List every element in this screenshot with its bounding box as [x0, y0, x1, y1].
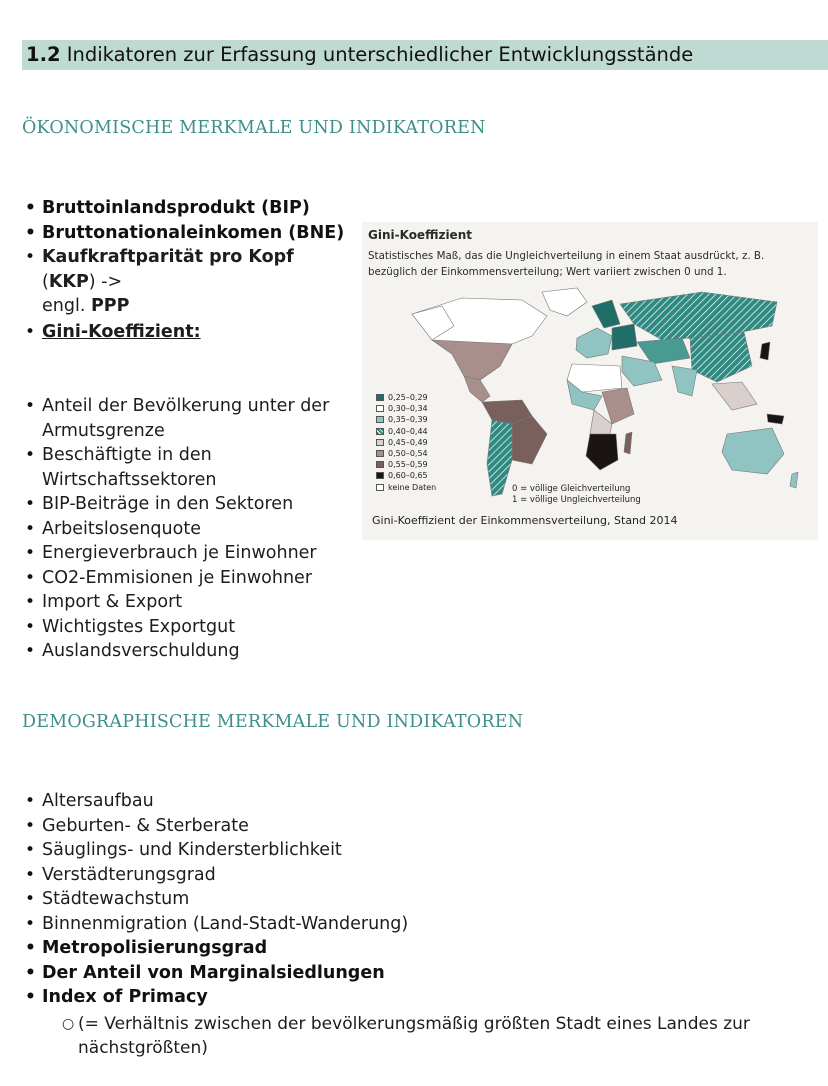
list-item	[22, 320, 201, 345]
legend-swatch	[376, 416, 384, 423]
scale-note	[512, 484, 641, 506]
legend-label: 0,40–0,44	[388, 426, 428, 436]
figure-title: Gini-Koeffizient	[368, 228, 472, 242]
list-item: • Auslandsverschuldung	[22, 639, 352, 664]
world-map	[372, 284, 812, 514]
map-greenland	[542, 288, 587, 316]
gini-figure	[362, 222, 818, 540]
hollow-bullet-icon: ○	[62, 1016, 75, 1032]
list-item: • Bruttonationaleinkomen (BNE)	[22, 221, 352, 246]
map-china	[690, 332, 752, 382]
map-australia	[722, 428, 784, 474]
map-new-zealand	[790, 472, 798, 488]
map-russia	[620, 292, 777, 340]
scale-note-1: 1 = völlige Ungleichverteilung	[512, 495, 641, 505]
map-india	[672, 366, 697, 396]
legend-label: 0,30–0,34	[388, 404, 428, 414]
map-legend	[376, 392, 436, 493]
gini-label: Gini-Koeffizient:	[42, 322, 201, 342]
list-item: • Kaufkraftparität pro Kopf (KKP) -> engl. PPP	[22, 245, 352, 319]
legend-swatch	[376, 439, 384, 446]
demographic-heading: DEMOGRAPHISCHE MERKMALE UND INDIKATOREN	[22, 712, 524, 732]
legend-item	[376, 482, 436, 493]
legend-item	[376, 448, 436, 459]
gini-list	[22, 320, 201, 345]
legend-label: 0,60–0,65	[388, 471, 428, 481]
section-title: Indikatoren zur Erfassung unterschiedlicher Entwicklungsstände	[66, 43, 694, 66]
legend-item	[376, 437, 436, 448]
legend-swatch	[376, 450, 384, 457]
list-item: • Der Anteil von Marginalsiedlungen	[22, 961, 802, 986]
legend-item	[376, 459, 436, 470]
legend-item	[376, 426, 436, 437]
list-item: • Geburten- & Sterberate	[22, 814, 802, 839]
legend-label: 0,55–0,59	[388, 460, 428, 470]
legend-swatch	[376, 428, 384, 435]
legend-label: 0,45–0,49	[388, 437, 428, 447]
legend-item	[376, 403, 436, 414]
list-item: • Säuglings- und Kindersterblichkeit	[22, 838, 802, 863]
list-item: • Verstädterungsgrad	[22, 863, 802, 888]
map-madagascar	[624, 432, 632, 454]
list-item: • Bruttoinlandsprodukt (BIP)	[22, 196, 352, 221]
legend-item	[376, 470, 436, 481]
legend-swatch	[376, 484, 384, 491]
map-europe-east	[612, 324, 637, 350]
map-japan	[760, 342, 770, 360]
map-southern-africa	[586, 434, 618, 470]
legend-swatch	[376, 405, 384, 412]
list-item: • Import & Export	[22, 590, 352, 615]
legend-label: 0,35–0,39	[388, 415, 428, 425]
list-item: • Beschäftigte in den Wirtschaftssektoren	[22, 443, 352, 492]
map-scandinavia	[592, 300, 620, 328]
figure-caption: Gini-Koeffizient der Einkommensverteilung, Stand 2014	[372, 514, 678, 527]
map-southeast-asia	[712, 382, 757, 410]
list-item: • Altersaufbau	[22, 789, 802, 814]
list-item: • Index of Primacy	[22, 985, 802, 1010]
map-central-america	[464, 376, 490, 402]
demographic-list	[22, 789, 802, 1010]
map-usa	[432, 340, 512, 380]
economic-indicator-list	[22, 394, 352, 664]
page-title	[26, 42, 693, 68]
legend-item	[376, 392, 436, 403]
list-item: • Energieverbrauch je Einwohner	[22, 541, 352, 566]
list-item: • Binnenmigration (Land-Stadt-Wanderung)	[22, 912, 802, 937]
legend-label: keine Daten	[388, 482, 437, 492]
legend-swatch	[376, 461, 384, 468]
list-item: • BIP-Beiträge in den Sektoren	[22, 492, 352, 517]
list-item: • Anteil der Bevölkerung unter der Armutsgrenze	[22, 394, 352, 443]
legend-item	[376, 414, 436, 425]
map-png	[767, 414, 784, 424]
primacy-sub-item	[62, 1012, 802, 1060]
legend-swatch	[376, 394, 384, 401]
map-europe-west	[576, 328, 612, 358]
list-item: • Städtewachstum	[22, 887, 802, 912]
list-item: • CO2-Emmisionen je Einwohner	[22, 566, 352, 591]
list-item: • Metropolisierungsgrad	[22, 936, 802, 961]
scale-note-0: 0 = völlige Gleichverteilung	[512, 484, 631, 494]
section-number: 1.2	[26, 43, 61, 66]
legend-swatch	[376, 472, 384, 479]
economic-heading: ÖKONOMISCHE MERKMALE UND INDIKATOREN	[22, 118, 486, 138]
figure-description: Statistisches Maß, das die Ungleichverteilung in einem Staat ausdrückt, z. B. bezüglich der Einkommensverteilung; Wert variiert zwischen 0 und 1.	[368, 250, 765, 278]
list-item: • Arbeitslosenquote	[22, 517, 352, 542]
list-item: • Wichtigstes Exportgut	[22, 615, 352, 640]
legend-label: 0,25–0,29	[388, 393, 428, 402]
map-east-africa	[602, 388, 634, 424]
economic-primary-list	[22, 196, 352, 319]
map-brazil	[512, 416, 547, 464]
primacy-definition: (= Verhältnis zwischen der bevölkerungsmäßig größten Stadt eines Landes zur nächstgrößten)	[78, 1014, 750, 1058]
legend-label: 0,50–0,54	[388, 448, 428, 458]
map-south-america-south	[487, 420, 512, 496]
